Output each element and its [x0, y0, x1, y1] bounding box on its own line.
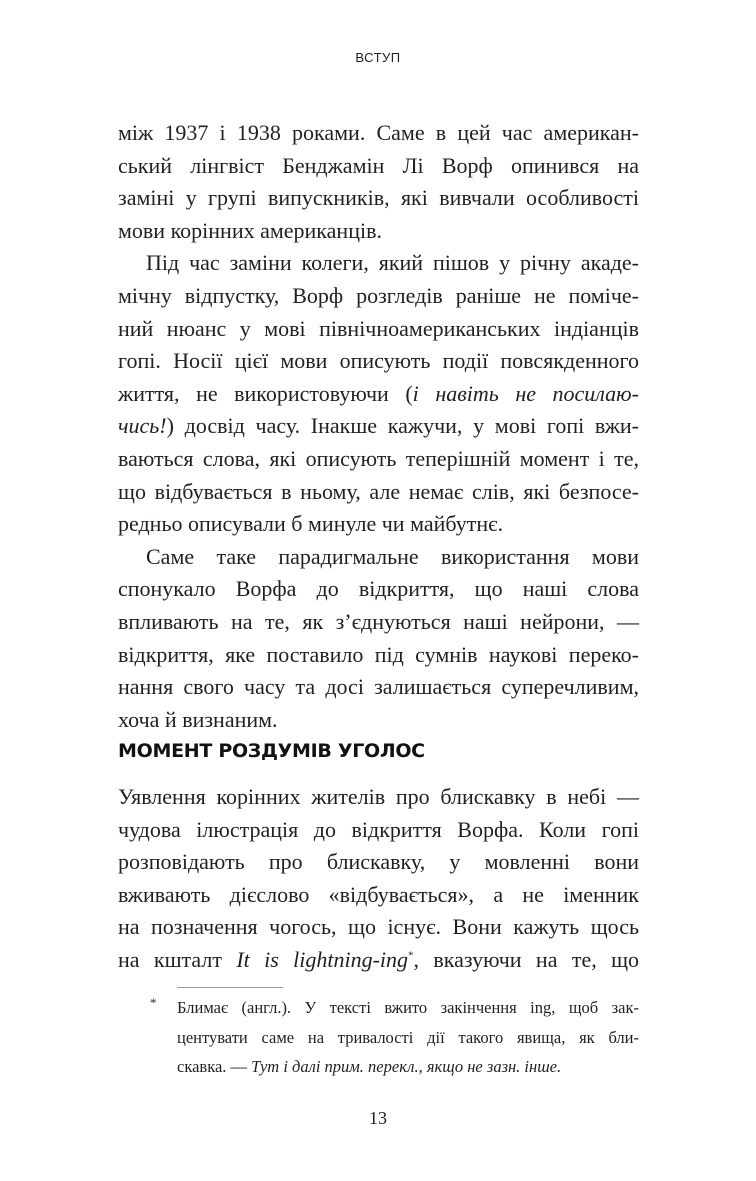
footnote-line: центувати саме на тривалості дії такого явища, як бли- — [177, 1027, 639, 1047]
italic-fragment: It is lightning-ing — [236, 946, 409, 972]
text-line: нання свого часу та досі залишається суперечливим, — [118, 674, 639, 700]
text-fragment: на кшталт — [118, 946, 237, 972]
text-fragment: ) досвід часу. Інакше кажучи, у мові гопі вжи- — [166, 413, 639, 439]
text-line: спонукало Ворфа до відкриття, що наші слова — [118, 576, 639, 602]
text-line: впливають на те, як з’єднуються наші нейрони, — — [118, 608, 639, 634]
text-line: ний нюанс у мові північноамериканських індіанців — [118, 315, 639, 341]
italic-fragment: і навіть не посилаю- — [412, 380, 640, 406]
text-line: що відбувається в ньому, але немає слів, які безпосе- — [118, 478, 639, 504]
text-line: мічну відпустку, Ворф розгледів раніше не поміче- — [118, 282, 639, 308]
text-line: заміні у групі випускників, які вивчали особливості — [118, 185, 639, 211]
text-line: між 1937 і 1938 роками. Саме в цей час американ- — [118, 120, 639, 145]
text-line: Уявлення корінних жителів про блискавку в небі — — [118, 784, 639, 809]
text-line: ський лінгвіст Бенджамін Лі Ворф опинився на — [118, 152, 639, 178]
footnote-divider — [177, 987, 283, 988]
text-line: мови корінних американців. — [118, 217, 382, 243]
text-line: вживають дієслово «відбувається», а не іменник — [118, 881, 639, 907]
text-line: хоча й визнаним. — [118, 706, 278, 732]
text-line — [118, 378, 639, 411]
text-fragment: , вказуючи на те, що — [413, 946, 640, 972]
text-line: Саме таке парадигмальне використання мови — [146, 543, 639, 569]
italic-fragment: чись! — [118, 413, 167, 439]
text-line — [118, 410, 639, 443]
text-fragment: скавка. — — [177, 1057, 252, 1076]
text-line: відкриття, яке поставило під сумнів наукові переко- — [118, 641, 639, 667]
page-number: 13 — [369, 1108, 387, 1128]
text-line: на позначення чогось, що існує. Вони кажуть щось — [118, 914, 639, 940]
text-line: гопі. Носії цієї мови описують події повсякденного — [118, 348, 639, 374]
section-2-text — [118, 781, 639, 977]
text-line: розповідають про блискавку, у мовленні вони — [118, 849, 639, 875]
footnote-line: Блимає (англ.). У тексті вжито закінчення ing, щоб зак- — [177, 998, 639, 1017]
footnote-reference[interactable]: * — [408, 949, 414, 962]
text-line: чудова ілюстрація до відкриття Ворфа. Коли гопі — [118, 816, 639, 842]
text-line: ваються слова, які описують теперішній момент і те, — [118, 445, 639, 471]
text-line — [118, 944, 639, 977]
italic-fragment: Тут і далі прим. перекл., якщо не зазн. інше. — [251, 1057, 562, 1076]
running-head: ВСТУП — [355, 50, 401, 65]
section-1-text — [118, 117, 639, 736]
text-fragment: життя, не використовуючи ( — [118, 380, 413, 406]
footnote-line — [177, 1052, 639, 1082]
text-line: редньо описували б минуле чи майбутнє. — [118, 511, 504, 537]
section-heading: МОМЕНТ РОЗДУМІВ УГОЛОС — [118, 740, 425, 762]
footnote-marker: * — [150, 995, 157, 1010]
text-line: Під час заміни колеги, який пішов у річну акаде- — [146, 250, 639, 276]
footnote-body — [177, 993, 639, 1082]
